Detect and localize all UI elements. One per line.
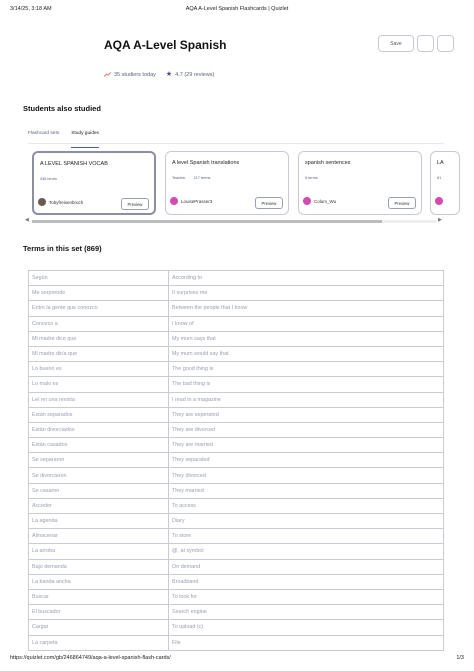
set-title: AQA A-Level Spanish: [104, 38, 227, 52]
table-row: [29, 559, 444, 574]
tabs-divider: [28, 143, 444, 144]
term-cell: Me sorprende: [29, 286, 169, 301]
table-row: [29, 331, 444, 346]
preview-button[interactable]: Preview: [255, 197, 283, 209]
table-row: [29, 271, 444, 286]
carousel-scroll-thumb[interactable]: [32, 220, 382, 223]
card-title: spanish sentences: [305, 160, 351, 166]
definition-cell: The bad thing is: [169, 377, 444, 392]
card-meta: [40, 177, 65, 181]
star-icon: ★: [165, 71, 173, 78]
term-cell: Entre la gente que conozco: [29, 301, 169, 316]
trending-icon: [104, 72, 111, 77]
definition-cell: On demand: [169, 559, 444, 574]
card-title: A level Spanish translations: [172, 160, 240, 166]
term-cell: Leí en una revista: [29, 392, 169, 407]
term-cell: Están casados: [29, 438, 169, 453]
definition-cell: They separated: [169, 453, 444, 468]
term-cell: La agenda: [29, 514, 169, 529]
term-cell: Según: [29, 271, 169, 286]
card-username[interactable]: LouisePrasser3: [181, 199, 213, 204]
card-term-count: 217 terms: [193, 176, 211, 180]
table-row: [29, 377, 444, 392]
definition-cell: To upload (c): [169, 620, 444, 635]
table-row: [29, 574, 444, 589]
term-cell: Están separados: [29, 407, 169, 422]
also-studied-tabs: [28, 131, 111, 143]
table-row: [29, 301, 444, 316]
print-page-number: 1/3: [456, 655, 464, 661]
avatar: [38, 198, 46, 206]
term-cell: Buscar: [29, 589, 169, 604]
definition-cell: They are divorced: [169, 422, 444, 437]
print-footer: [10, 655, 464, 665]
card-meta: [305, 176, 326, 180]
definition-cell: It surprises me: [169, 286, 444, 301]
table-row: [29, 453, 444, 468]
terms-table: [28, 270, 444, 651]
definition-cell: Diary: [169, 514, 444, 529]
table-row: [29, 468, 444, 483]
term-cell: Se separaron: [29, 453, 169, 468]
table-row: [29, 620, 444, 635]
table-row: [29, 362, 444, 377]
share-button[interactable]: [417, 35, 434, 52]
definition-cell: My mum would say that: [169, 346, 444, 361]
card-title: LA: [437, 160, 444, 166]
definition-cell: The good thing is: [169, 362, 444, 377]
term-cell: Cargar: [29, 620, 169, 635]
set-stats: [104, 71, 214, 78]
term-cell: Conozco a: [29, 316, 169, 331]
term-cell: El buscador: [29, 605, 169, 620]
avatar: [303, 197, 311, 205]
print-date: 3/14/25, 3:18 AM: [10, 6, 52, 12]
term-cell: Bajo demanda: [29, 559, 169, 574]
definition-cell: They are seperated: [169, 407, 444, 422]
term-cell: Almacenar: [29, 529, 169, 544]
definition-cell: They are married: [169, 438, 444, 453]
term-cell: Están divorciados: [29, 422, 169, 437]
print-page-title: AQA A-Level Spanish Flashcards | Quizlet: [185, 6, 289, 12]
avatar: [435, 197, 443, 205]
study-set-card[interactable]: [430, 151, 460, 215]
card-title: A LEVEL SPANISH VOCAB: [40, 161, 108, 167]
card-term-count: 6 terms: [305, 176, 318, 180]
term-cell: Se casaron: [29, 483, 169, 498]
studiers-count: 35 studiers today: [114, 71, 156, 78]
table-row: [29, 529, 444, 544]
card-username[interactable]: Tobyfreisenbruch: [49, 200, 84, 205]
term-cell: Mi madre diría que: [29, 346, 169, 361]
terms-heading: Terms in this set (869): [23, 244, 102, 253]
study-set-card[interactable]: [32, 151, 156, 215]
definition-cell: Between the people that I know: [169, 301, 444, 316]
table-row: [29, 346, 444, 361]
table-row: [29, 392, 444, 407]
study-set-card[interactable]: [298, 151, 422, 215]
print-header: [10, 6, 464, 16]
table-row: [29, 316, 444, 331]
definition-cell: Broadband: [169, 574, 444, 589]
table-row: [29, 605, 444, 620]
definition-cell: To look for: [169, 589, 444, 604]
term-cell: Mi madre dice que: [29, 331, 169, 346]
table-row: [29, 589, 444, 604]
rating-text[interactable]: 4.7 (29 reviews): [175, 71, 215, 78]
tab-flashcard-sets[interactable]: Flashcard sets: [28, 131, 60, 136]
definition-cell: To store: [169, 529, 444, 544]
print-url: https://quizlet.com/gb/246864749/aqa-a-level-spanish-flash-cards/: [10, 655, 171, 661]
definition-cell: I know of: [169, 316, 444, 331]
study-set-card[interactable]: [165, 151, 289, 215]
definition-cell: File: [169, 635, 444, 650]
card-meta: [172, 176, 218, 180]
more-options-button[interactable]: [437, 35, 454, 52]
definition-cell: According to: [169, 271, 444, 286]
card-term-count: 436 terms: [40, 177, 57, 181]
definition-cell: @, at symbol: [169, 544, 444, 559]
card-term-count: 61: [437, 176, 442, 180]
term-cell: La arroba: [29, 544, 169, 559]
table-row: [29, 514, 444, 529]
save-button[interactable]: Save: [378, 35, 414, 52]
definition-cell: I read in a magazine: [169, 392, 444, 407]
avatar: [170, 197, 178, 205]
definition-cell: To access: [169, 498, 444, 513]
table-row: [29, 483, 444, 498]
teacher-badge: Teacher: [172, 176, 186, 180]
table-row: [29, 286, 444, 301]
term-cell: Se divorciaron: [29, 468, 169, 483]
term-cell: Acceder: [29, 498, 169, 513]
preview-button[interactable]: Preview: [121, 198, 149, 210]
table-row: [29, 635, 444, 650]
table-row: [29, 422, 444, 437]
table-row: [29, 498, 444, 513]
also-studied-heading: Students also studied: [23, 104, 101, 113]
card-meta: [437, 176, 449, 180]
card-username[interactable]: Colum_Wu: [314, 199, 337, 204]
table-row: [29, 407, 444, 422]
preview-button[interactable]: Preview: [388, 197, 416, 209]
definition-cell: They divorced: [169, 468, 444, 483]
definition-cell: They married: [169, 483, 444, 498]
term-cell: Lo malo es: [29, 377, 169, 392]
tab-study-guides[interactable]: Study guides: [71, 131, 99, 143]
definition-cell: My mum says that: [169, 331, 444, 346]
scroll-right-icon[interactable]: ▶: [438, 217, 442, 223]
table-row: [29, 438, 444, 453]
term-cell: La carpeta: [29, 635, 169, 650]
term-cell: Lo bueno es: [29, 362, 169, 377]
term-cell: La banda ancha: [29, 574, 169, 589]
definition-cell: Search engine: [169, 605, 444, 620]
scroll-left-icon[interactable]: ◀: [25, 217, 29, 223]
table-row: [29, 544, 444, 559]
